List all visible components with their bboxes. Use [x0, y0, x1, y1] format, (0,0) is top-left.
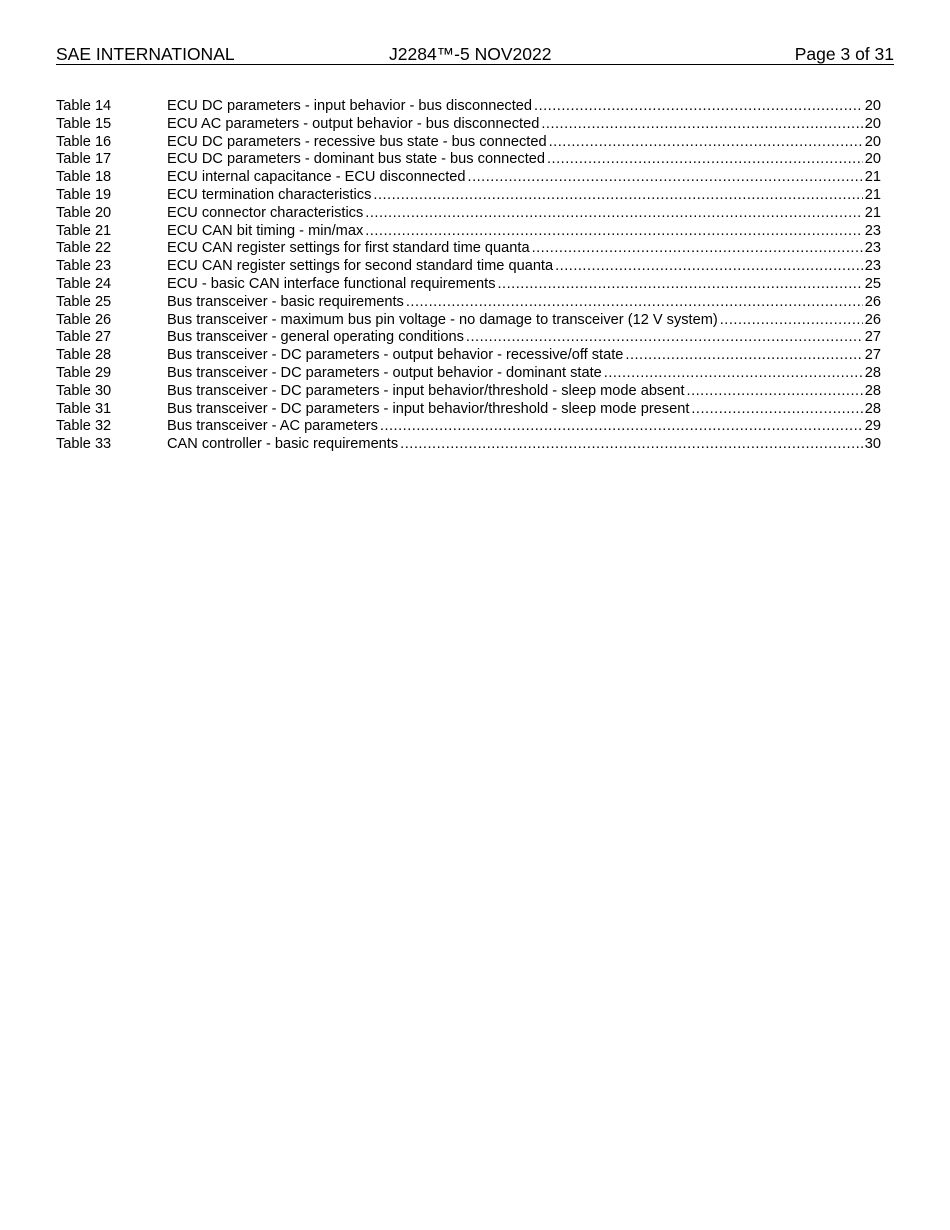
- toc-dot-leader: [625, 347, 862, 365]
- toc-table-number: Table 29: [56, 364, 112, 381]
- toc-dot-leader: [549, 134, 863, 152]
- toc-dot-leader: [604, 365, 863, 383]
- toc-table-number: Table 31: [56, 400, 112, 417]
- toc-table-number: Table 26: [56, 311, 112, 328]
- toc-dot-leader: [541, 116, 862, 134]
- header-organization: SAE INTERNATIONAL: [56, 44, 235, 64]
- toc-dot-leader: [373, 187, 862, 205]
- toc-title: Bus transceiver - DC parameters - output behavior - recessive/off state: [167, 347, 624, 364]
- toc-dot-leader: [547, 151, 863, 169]
- toc-table-number: Table 19: [56, 186, 112, 203]
- toc-table-number: Table 15: [56, 115, 112, 132]
- toc-page: 29: [864, 418, 881, 435]
- header-document-id: J2284™-5 NOV2022: [389, 44, 552, 64]
- toc-entry[interactable]: [56, 223, 881, 241]
- toc-entry[interactable]: [56, 169, 881, 187]
- toc-page: 26: [864, 293, 881, 310]
- toc-page: 28: [864, 400, 881, 417]
- toc-table-number: Table 33: [56, 436, 112, 453]
- toc-page: 27: [864, 329, 881, 346]
- toc-dot-leader: [400, 436, 863, 454]
- toc-page: 20: [864, 98, 881, 114]
- toc-table-number: Table 27: [56, 329, 112, 346]
- toc-entry[interactable]: [56, 240, 881, 258]
- page-header: [56, 44, 894, 65]
- toc-table-number: Table 14: [56, 98, 112, 114]
- toc-dot-leader: [466, 329, 863, 347]
- toc-title: Bus transceiver - maximum bus pin voltage - no damage to transceiver (12 V system): [167, 311, 718, 328]
- toc-entry[interactable]: [56, 98, 881, 116]
- toc-title: Bus transceiver - DC parameters - output behavior - dominant state: [167, 364, 602, 381]
- toc-entry[interactable]: [56, 134, 881, 152]
- toc-dot-leader: [720, 312, 863, 330]
- toc-table-number: Table 18: [56, 169, 112, 186]
- toc-title: Bus transceiver - DC parameters - input behavior/threshold - sleep mode absent: [167, 382, 685, 399]
- toc-title: ECU CAN register settings for second standard time quanta: [167, 258, 554, 275]
- toc-entry[interactable]: [56, 151, 881, 169]
- toc-entry[interactable]: [56, 401, 881, 419]
- toc-entry[interactable]: [56, 383, 881, 401]
- toc-page: 28: [864, 382, 881, 399]
- toc-title: ECU - basic CAN interface functional requirements: [167, 275, 496, 292]
- toc-entry[interactable]: [56, 312, 881, 330]
- toc-title: ECU CAN bit timing - min/max: [167, 222, 364, 239]
- toc-page: 26: [864, 311, 881, 328]
- toc-title: Bus transceiver - basic requirements: [167, 293, 404, 310]
- toc-page: 25: [864, 275, 881, 292]
- toc-page: 21: [864, 186, 881, 203]
- toc-table-number: Table 28: [56, 347, 112, 364]
- toc-page: 30: [864, 436, 881, 453]
- toc-title: CAN controller - basic requirements: [167, 436, 399, 453]
- toc-entry[interactable]: [56, 294, 881, 312]
- toc-table-number: Table 23: [56, 258, 112, 275]
- toc-page: 23: [864, 222, 881, 239]
- toc-table-number: Table 16: [56, 133, 112, 150]
- toc-page: 20: [864, 133, 881, 150]
- toc-dot-leader: [365, 223, 863, 241]
- toc-title: ECU internal capacitance - ECU disconnected: [167, 169, 466, 186]
- toc-title: ECU DC parameters - dominant bus state - bus connected: [167, 151, 545, 168]
- toc-title: ECU DC parameters - input behavior - bus disconnected: [167, 98, 533, 114]
- toc-page: 21: [864, 204, 881, 221]
- toc-page: 21: [864, 169, 881, 186]
- toc-dot-leader: [380, 418, 863, 436]
- toc-entry[interactable]: [56, 347, 881, 365]
- toc-title: ECU CAN register settings for first standard time quanta: [167, 240, 530, 257]
- toc-title: ECU DC parameters - recessive bus state - bus connected: [167, 133, 547, 150]
- toc-dot-leader: [406, 294, 863, 312]
- toc-table-number: Table 17: [56, 151, 112, 168]
- toc-title: ECU AC parameters - output behavior - bus disconnected: [167, 115, 540, 132]
- toc-table-number: Table 25: [56, 293, 112, 310]
- toc-page: 27: [864, 347, 881, 364]
- toc-entry[interactable]: [56, 329, 881, 347]
- toc-title: Bus transceiver - DC parameters - input behavior/threshold - sleep mode present: [167, 400, 690, 417]
- toc-table-number: Table 32: [56, 418, 112, 435]
- toc-table-number: Table 30: [56, 382, 112, 399]
- toc-dot-leader: [555, 258, 863, 276]
- toc-page: 20: [864, 151, 881, 168]
- toc-dot-leader: [532, 240, 863, 258]
- toc-dot-leader: [498, 276, 863, 294]
- toc-dot-leader: [534, 98, 863, 116]
- toc-table-number: Table 22: [56, 240, 112, 257]
- toc-entry[interactable]: [56, 116, 881, 134]
- toc-entry[interactable]: [56, 436, 881, 454]
- toc-page: 23: [864, 258, 881, 275]
- toc-entry[interactable]: [56, 205, 881, 223]
- toc-dot-leader: [691, 401, 862, 419]
- toc-title: ECU connector characteristics: [167, 204, 364, 221]
- header-page-number: Page 3 of 31: [794, 44, 894, 64]
- toc-entry[interactable]: [56, 365, 881, 383]
- toc-entry[interactable]: [56, 276, 881, 294]
- list-of-tables: [56, 98, 881, 454]
- toc-table-number: Table 20: [56, 204, 112, 221]
- toc-page: 28: [864, 364, 881, 381]
- toc-dot-leader: [365, 205, 862, 223]
- toc-dot-leader: [687, 383, 863, 401]
- toc-table-number: Table 21: [56, 222, 112, 239]
- toc-page: 23: [864, 240, 881, 257]
- toc-entry[interactable]: [56, 258, 881, 276]
- toc-page: 20: [864, 115, 881, 132]
- toc-dot-leader: [468, 169, 863, 187]
- toc-title: Bus transceiver - general operating conditions: [167, 329, 464, 346]
- toc-table-number: Table 24: [56, 275, 112, 292]
- toc-title: Bus transceiver - AC parameters: [167, 418, 378, 435]
- toc-entry[interactable]: [56, 418, 881, 436]
- toc-title: ECU termination characteristics: [167, 186, 372, 203]
- toc-entry[interactable]: [56, 187, 881, 205]
